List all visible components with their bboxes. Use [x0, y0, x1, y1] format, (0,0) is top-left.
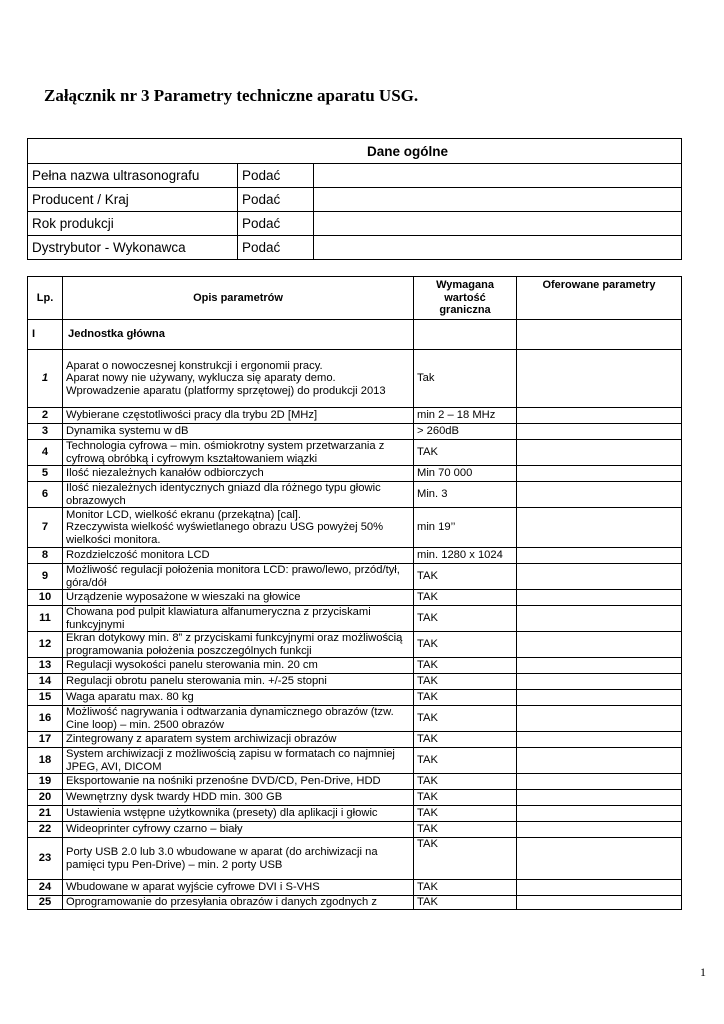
table-row [28, 822, 682, 838]
row-offered-cell[interactable] [517, 896, 682, 910]
general-input-cell[interactable] [314, 236, 682, 260]
general-value: Podać [238, 164, 314, 188]
row-offered-cell[interactable] [517, 748, 682, 774]
row-description: Możliwość regulacji położenia monitora LCD: prawo/lewo, przód/tył, góra/dół [63, 564, 414, 590]
row-description: Chowana pod pulpit klawiatura alfanumeryczna z przyciskami funkcyjnymi [63, 606, 414, 632]
row-offered-cell[interactable] [517, 774, 682, 790]
row-number: 1 [28, 350, 63, 408]
general-row [28, 188, 682, 212]
row-number: 3 [28, 424, 63, 440]
row-offered-cell[interactable] [517, 424, 682, 440]
row-description: Ilość niezależnych identycznych gniazd dla różnego typu głowic obrazowych [63, 482, 414, 508]
row-offered-cell[interactable] [517, 880, 682, 896]
row-number: 13 [28, 658, 63, 674]
row-description: Urządzenie wyposażone w wieszaki na głowice [63, 590, 414, 606]
section-row [28, 320, 682, 350]
row-number: 7 [28, 508, 63, 548]
row-offered-cell[interactable] [517, 508, 682, 548]
row-offered-cell[interactable] [517, 408, 682, 424]
table-row [28, 806, 682, 822]
parameters-table [27, 276, 682, 910]
table-row [28, 658, 682, 674]
row-description: Rozdzielczość monitora LCD [63, 548, 414, 564]
table-row [28, 508, 682, 548]
general-row [28, 164, 682, 188]
table-row [28, 606, 682, 632]
row-required-value: TAK [414, 590, 517, 606]
row-offered-cell[interactable] [517, 590, 682, 606]
row-offered-cell[interactable] [517, 466, 682, 482]
table-row [28, 466, 682, 482]
general-input-cell[interactable] [314, 188, 682, 212]
general-label: Dystrybutor - Wykonawca [28, 236, 238, 260]
row-offered-cell[interactable] [517, 790, 682, 806]
table-row [28, 424, 682, 440]
general-label: Rok produkcji [28, 212, 238, 236]
table-row [28, 896, 682, 910]
row-offered-cell[interactable] [517, 806, 682, 822]
row-description: Aparat o nowoczesnej konstrukcji i ergonomii pracy. Aparat nowy nie używany, wyklucza się aparaty demo. Wprowadzenie aparatu (platformy sprzętowej) do produkcji 2013 [63, 350, 414, 408]
table-row [28, 748, 682, 774]
row-description: Monitor LCD, wielkość ekranu (przekątna) [cal]. Rzeczywista wielkość wyświetlanego obrazu USG powyżej 50% wielkości monitora. [63, 508, 414, 548]
row-description: Waga aparatu max. 80 kg [63, 690, 414, 706]
general-input-cell[interactable] [314, 212, 682, 236]
row-description: Oprogramowanie do przesyłania obrazów i danych zgodnych z [63, 896, 414, 910]
row-offered-cell[interactable] [517, 690, 682, 706]
section-title: Jednostka główna [63, 320, 414, 350]
row-offered-cell[interactable] [517, 732, 682, 748]
table-row [28, 564, 682, 590]
row-description: System archiwizacji z możliwością zapisu w formatach co najmniej JPEG, AVI, DICOM [63, 748, 414, 774]
section-empty-cell [414, 320, 517, 350]
table-row [28, 880, 682, 896]
row-required-value: TAK [414, 690, 517, 706]
row-description: Technologia cyfrowa – min. ośmiokrotny system przetwarzania z cyfrową obróbką i cyfrowym kształtowaniem wiązki [63, 440, 414, 466]
row-number: 23 [28, 838, 63, 880]
general-value: Podać [238, 188, 314, 212]
row-required-value: TAK [414, 606, 517, 632]
general-row [28, 212, 682, 236]
row-number: 25 [28, 896, 63, 910]
row-required-value: Min 70 000 [414, 466, 517, 482]
row-offered-cell[interactable] [517, 606, 682, 632]
row-required-value: TAK [414, 822, 517, 838]
table-row [28, 590, 682, 606]
table-row [28, 706, 682, 732]
table-row [28, 690, 682, 706]
row-offered-cell[interactable] [517, 838, 682, 880]
table-row [28, 548, 682, 564]
row-required-value: TAK [414, 706, 517, 732]
row-required-value: TAK [414, 896, 517, 910]
general-label: Pełna nazwa ultrasonografu [28, 164, 238, 188]
row-description: Ekran dotykowy min. 8” z przyciskami funkcyjnymi oraz możliwością programowania położenia poszczególnych funkcji [63, 632, 414, 658]
row-description: Wybierane częstotliwości pracy dla trybu 2D [MHz] [63, 408, 414, 424]
section-empty-cell [517, 320, 682, 350]
row-number: 9 [28, 564, 63, 590]
row-required-value: TAK [414, 774, 517, 790]
row-description: Wideoprinter cyfrowy czarno – biały [63, 822, 414, 838]
general-data-table [27, 138, 682, 260]
section-number: I [28, 320, 63, 350]
row-number: 24 [28, 880, 63, 896]
row-required-value: TAK [414, 806, 517, 822]
row-required-value: TAK [414, 674, 517, 690]
row-description: Regulacji obrotu panelu sterowania min. +/-25 stopni [63, 674, 414, 690]
row-required-value: TAK [414, 632, 517, 658]
general-input-cell[interactable] [314, 164, 682, 188]
row-number: 14 [28, 674, 63, 690]
row-required-value: min 19’’ [414, 508, 517, 548]
row-description: Wewnętrzny dysk twardy HDD min. 300 GB [63, 790, 414, 806]
general-value: Podać [238, 236, 314, 260]
row-number: 15 [28, 690, 63, 706]
row-description: Regulacji wysokości panelu sterowania min. 20 cm [63, 658, 414, 674]
row-required-value: TAK [414, 880, 517, 896]
row-description: Eksportowanie na nośniki przenośne DVD/CD, Pen-Drive, HDD [63, 774, 414, 790]
general-value: Podać [238, 212, 314, 236]
row-required-value: TAK [414, 658, 517, 674]
row-number: 2 [28, 408, 63, 424]
table-row [28, 632, 682, 658]
row-number: 20 [28, 790, 63, 806]
row-offered-cell[interactable] [517, 350, 682, 408]
general-label: Producent / Kraj [28, 188, 238, 212]
row-required-value: > 260dB [414, 424, 517, 440]
row-required-value: min 2 – 18 MHz [414, 408, 517, 424]
row-offered-cell[interactable] [517, 658, 682, 674]
row-description: Ilość niezależnych kanałów odbiorczych [63, 466, 414, 482]
row-number: 12 [28, 632, 63, 658]
row-description: Wbudowane w aparat wyjście cyfrowe DVI i S-VHS [63, 880, 414, 896]
row-required-value: TAK [414, 790, 517, 806]
table-row [28, 408, 682, 424]
row-number: 22 [28, 822, 63, 838]
row-description: Zintegrowany z aparatem system archiwizacji obrazów [63, 732, 414, 748]
row-required-value: TAK [414, 732, 517, 748]
row-number: 11 [28, 606, 63, 632]
row-required-value: TAK [414, 564, 517, 590]
table-row [28, 790, 682, 806]
row-number: 21 [28, 806, 63, 822]
table-row [28, 674, 682, 690]
row-number: 19 [28, 774, 63, 790]
page-title: Załącznik nr 3 Parametry techniczne aparatu USG. [44, 86, 419, 105]
page-number: 1 [700, 965, 706, 979]
row-required-value: TAK [414, 440, 517, 466]
row-description: Dynamika systemu w dB [63, 424, 414, 440]
table-row [28, 482, 682, 508]
row-offered-cell[interactable] [517, 548, 682, 564]
row-required-value: TAK [414, 748, 517, 774]
row-offered-cell[interactable] [517, 440, 682, 466]
row-required-value: TAK [414, 838, 517, 880]
table-row [28, 350, 682, 408]
row-number: 17 [28, 732, 63, 748]
table-row [28, 732, 682, 748]
row-description: Możliwość nagrywania i odtwarzania dynamicznego obrazów (tzw. Cine loop) – min. 2500 obrazów [63, 706, 414, 732]
row-number: 4 [28, 440, 63, 466]
row-number: 18 [28, 748, 63, 774]
row-offered-cell[interactable] [517, 482, 682, 508]
row-offered-cell[interactable] [517, 632, 682, 658]
column-header-required: Wymagana wartość graniczna [414, 277, 517, 320]
row-number: 16 [28, 706, 63, 732]
table-row [28, 440, 682, 466]
row-offered-cell[interactable] [517, 822, 682, 838]
row-required-value: min. 1280 x 1024 [414, 548, 517, 564]
table-row [28, 774, 682, 790]
table-row [28, 838, 682, 880]
row-number: 6 [28, 482, 63, 508]
column-header-offered: Oferowane parametry [517, 277, 682, 320]
row-offered-cell[interactable] [517, 564, 682, 590]
column-header-description: Opis parametrów [63, 277, 414, 320]
general-row [28, 236, 682, 260]
row-number: 5 [28, 466, 63, 482]
row-required-value: Tak [414, 350, 517, 408]
row-offered-cell[interactable] [517, 674, 682, 690]
row-description: Porty USB 2.0 lub 3.0 wbudowane w aparat (do archiwizacji na pamięci typu Pen-Drive) – min. 2 porty USB [63, 838, 414, 880]
row-offered-cell[interactable] [517, 706, 682, 732]
row-number: 8 [28, 548, 63, 564]
general-table-header: Dane ogólne [28, 139, 682, 164]
row-description: Ustawienia wstępne użytkownika (presety) dla aplikacji i głowic [63, 806, 414, 822]
column-header-lp: Lp. [28, 277, 63, 320]
row-required-value: Min. 3 [414, 482, 517, 508]
row-number: 10 [28, 590, 63, 606]
